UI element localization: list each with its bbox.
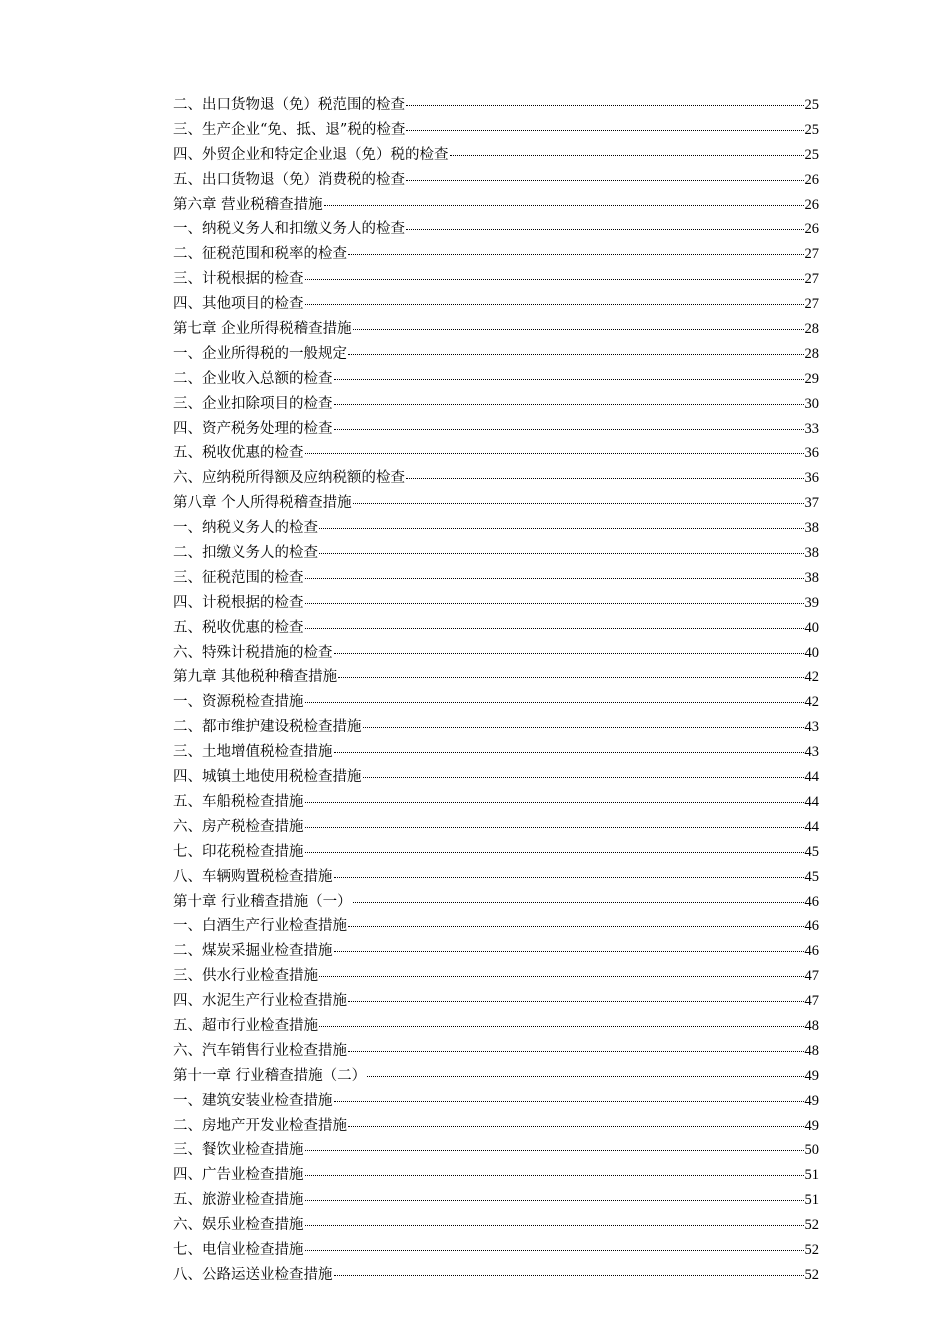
toc-dot-leader xyxy=(305,1250,804,1251)
toc-entry[interactable] xyxy=(173,392,819,417)
toc-entry-page-number: 45 xyxy=(804,868,819,885)
toc-dot-leader xyxy=(334,951,804,952)
toc-entry-title: 三、生产企业“免、抵、退”税的检查 xyxy=(173,121,406,138)
toc-entry-title: 三、企业扣除项目的检查 xyxy=(173,395,333,412)
toc-dot-leader xyxy=(406,105,804,106)
toc-dot-leader xyxy=(334,877,804,878)
toc-entry[interactable] xyxy=(173,740,819,765)
toc-entry-title: 二、扣缴义务人的检查 xyxy=(173,545,318,562)
toc-dot-leader xyxy=(305,453,804,454)
toc-entry-page-number: 27 xyxy=(804,296,819,313)
toc-entry-title: 一、纳税义务人和扣缴义务人的检查 xyxy=(173,221,405,238)
toc-entry-title: 第六章 营业税稽查措施 xyxy=(173,196,323,213)
toc-dot-leader xyxy=(406,180,804,181)
toc-entry-title: 二、房地产开发业检查措施 xyxy=(173,1117,347,1134)
toc-entry-page-number: 39 xyxy=(804,594,819,611)
toc-entry-title: 一、白酒生产行业检查措施 xyxy=(173,918,347,935)
toc-entry-page-number: 25 xyxy=(804,146,819,163)
toc-entry[interactable] xyxy=(173,790,819,815)
toc-entry-title: 六、娱乐业检查措施 xyxy=(173,1217,304,1234)
toc-dot-leader xyxy=(305,1175,804,1176)
toc-entry-title: 二、出口货物退（免）税范围的检查 xyxy=(173,97,405,113)
toc-entry-title: 五、超市行业检查措施 xyxy=(173,1017,318,1034)
toc-entry[interactable] xyxy=(173,1188,819,1213)
toc-entry-page-number: 43 xyxy=(804,744,819,761)
toc-entry-title: 一、企业所得税的一般规定 xyxy=(173,345,347,362)
toc-entry[interactable] xyxy=(173,491,819,516)
toc-entry[interactable] xyxy=(173,292,819,317)
toc-entry-title: 六、特殊计税措施的检查 xyxy=(173,644,333,661)
toc-entry-title: 四、外贸企业和特定企业退（免）税的检查 xyxy=(173,146,449,163)
toc-entry[interactable] xyxy=(173,665,819,690)
toc-dot-leader xyxy=(450,155,804,156)
toc-entry-title: 五、旅游业检查措施 xyxy=(173,1192,304,1209)
toc-entry-title: 三、土地增值税检查措施 xyxy=(173,744,333,761)
toc-entry-page-number: 42 xyxy=(804,669,819,686)
toc-entry[interactable] xyxy=(173,342,819,367)
toc-dot-leader xyxy=(319,553,804,554)
toc-dot-leader xyxy=(353,902,804,903)
toc-entry-title: 七、印花税检查措施 xyxy=(173,843,304,860)
toc-entry-page-number: 38 xyxy=(804,520,819,537)
toc-entry-page-number: 46 xyxy=(804,893,819,910)
toc-entry-title: 一、资源税检查措施 xyxy=(173,694,304,711)
toc-entry[interactable] xyxy=(173,317,819,342)
toc-entry-page-number: 49 xyxy=(804,1067,819,1084)
toc-entry[interactable] xyxy=(173,1263,819,1288)
toc-dot-leader xyxy=(334,1101,804,1102)
toc-entry-page-number: 47 xyxy=(804,968,819,985)
toc-entry[interactable] xyxy=(173,93,819,118)
table-of-contents xyxy=(173,93,819,1288)
toc-entry-page-number: 52 xyxy=(804,1241,819,1258)
toc-entry[interactable] xyxy=(173,242,819,267)
toc-entry[interactable] xyxy=(173,989,819,1014)
toc-entry[interactable] xyxy=(173,541,819,566)
toc-entry-page-number: 44 xyxy=(804,793,819,810)
toc-entry-page-number: 40 xyxy=(804,619,819,636)
toc-dot-leader xyxy=(406,229,804,230)
toc-entry[interactable] xyxy=(173,1213,819,1238)
toc-dot-leader xyxy=(334,379,804,380)
toc-entry-page-number: 42 xyxy=(804,694,819,711)
toc-entry[interactable] xyxy=(173,516,819,541)
toc-entry[interactable] xyxy=(173,765,819,790)
toc-dot-leader xyxy=(348,926,804,927)
toc-entry-page-number: 30 xyxy=(804,395,819,412)
toc-entry-title: 二、煤炭采掘业检查措施 xyxy=(173,943,333,960)
toc-entry-page-number: 26 xyxy=(804,196,819,213)
toc-entry-page-number: 48 xyxy=(804,1017,819,1034)
toc-dot-leader xyxy=(406,130,803,131)
toc-entry-title: 七、电信业检查措施 xyxy=(173,1241,304,1258)
toc-entry-title: 第八章 个人所得税稽查措施 xyxy=(173,495,352,512)
toc-dot-leader xyxy=(305,852,804,853)
toc-dot-leader xyxy=(348,1126,804,1127)
toc-dot-leader xyxy=(305,702,804,703)
toc-entry[interactable] xyxy=(173,865,819,890)
toc-entry-page-number: 52 xyxy=(804,1217,819,1234)
toc-entry-page-number: 40 xyxy=(804,644,819,661)
toc-entry[interactable] xyxy=(173,914,819,939)
toc-entry-title: 第七章 企业所得税稽查措施 xyxy=(173,321,352,338)
toc-dot-leader xyxy=(305,1200,804,1201)
toc-entry-title: 二、都市维护建设税检查措施 xyxy=(173,719,362,736)
toc-entry-title: 三、征税范围的检查 xyxy=(173,569,304,586)
toc-dot-leader xyxy=(305,1150,804,1151)
toc-entry[interactable] xyxy=(173,466,819,491)
toc-entry-page-number: 37 xyxy=(804,495,819,512)
toc-entry-title: 三、餐饮业检查措施 xyxy=(173,1142,304,1159)
toc-entry-title: 六、房产税检查措施 xyxy=(173,818,304,835)
toc-dot-leader xyxy=(338,677,803,678)
toc-dot-leader xyxy=(348,354,804,355)
toc-entry-page-number: 49 xyxy=(804,1117,819,1134)
toc-dot-leader xyxy=(319,976,804,977)
toc-entry-title: 第十章 行业稽查措施（一） xyxy=(173,893,352,910)
toc-entry[interactable] xyxy=(173,441,819,466)
toc-entry-page-number: 52 xyxy=(804,1266,819,1283)
toc-entry-title: 四、水泥生产行业检查措施 xyxy=(173,993,347,1010)
toc-entry[interactable] xyxy=(173,1238,819,1263)
toc-dot-leader xyxy=(319,1026,804,1027)
toc-dot-leader xyxy=(334,1275,804,1276)
toc-entry[interactable] xyxy=(173,267,819,292)
toc-dot-leader xyxy=(305,827,804,828)
toc-entry-title: 四、其他项目的检查 xyxy=(173,296,304,313)
toc-dot-leader xyxy=(353,503,804,504)
toc-dot-leader xyxy=(319,528,804,529)
toc-dot-leader xyxy=(334,653,804,654)
toc-entry[interactable] xyxy=(173,641,819,666)
toc-entry-page-number: 46 xyxy=(804,943,819,960)
toc-dot-leader xyxy=(363,727,804,728)
toc-entry-page-number: 28 xyxy=(804,345,819,362)
toc-entry-page-number: 36 xyxy=(804,445,819,462)
toc-entry-page-number: 46 xyxy=(804,918,819,935)
toc-dot-leader xyxy=(334,752,804,753)
toc-entry[interactable] xyxy=(173,840,819,865)
toc-entry-title: 五、税收优惠的检查 xyxy=(173,445,304,462)
toc-entry-title: 四、广告业检查措施 xyxy=(173,1167,304,1184)
toc-entry-title: 八、车辆购置税检查措施 xyxy=(173,868,333,885)
toc-entry-title: 六、应纳税所得额及应纳税额的检查 xyxy=(173,470,405,487)
toc-dot-leader xyxy=(406,478,804,479)
toc-entry-title: 五、车船税检查措施 xyxy=(173,793,304,810)
toc-entry[interactable] xyxy=(173,1163,819,1188)
toc-entry[interactable] xyxy=(173,964,819,989)
toc-entry[interactable] xyxy=(173,1064,819,1089)
toc-entry[interactable] xyxy=(173,1014,819,1039)
toc-entry-page-number: 29 xyxy=(804,370,819,387)
toc-entry-title: 八、公路运送业检查措施 xyxy=(173,1266,333,1283)
toc-entry-page-number: 25 xyxy=(804,97,819,113)
toc-entry-page-number: 51 xyxy=(804,1192,819,1209)
toc-dot-leader xyxy=(363,777,804,778)
toc-entry-title: 一、纳税义务人的检查 xyxy=(173,520,318,537)
toc-entry[interactable] xyxy=(173,890,819,915)
toc-entry-page-number: 27 xyxy=(804,271,819,288)
toc-dot-leader xyxy=(334,429,804,430)
toc-dot-leader xyxy=(348,1001,804,1002)
toc-entry[interactable] xyxy=(173,690,819,715)
toc-dot-leader xyxy=(305,578,804,579)
toc-entry-page-number: 47 xyxy=(804,993,819,1010)
toc-entry-title: 四、计税根据的检查 xyxy=(173,594,304,611)
toc-dot-leader xyxy=(367,1076,803,1077)
toc-entry-page-number: 38 xyxy=(804,569,819,586)
toc-entry-page-number: 26 xyxy=(804,171,819,188)
toc-entry-title: 二、企业收入总额的检查 xyxy=(173,370,333,387)
toc-entry-page-number: 26 xyxy=(804,221,819,238)
toc-dot-leader xyxy=(305,279,804,280)
toc-entry-title: 一、建筑安装业检查措施 xyxy=(173,1092,333,1109)
toc-dot-leader xyxy=(353,329,804,330)
toc-entry[interactable] xyxy=(173,1089,819,1114)
toc-entry-title: 三、计税根据的检查 xyxy=(173,271,304,288)
toc-dot-leader xyxy=(348,1051,804,1052)
toc-dot-leader xyxy=(334,404,804,405)
toc-entry-page-number: 44 xyxy=(804,769,819,786)
toc-entry[interactable] xyxy=(173,715,819,740)
toc-entry[interactable] xyxy=(173,566,819,591)
toc-entry-title: 六、汽车销售行业检查措施 xyxy=(173,1042,347,1059)
toc-entry-page-number: 51 xyxy=(804,1167,819,1184)
toc-entry-page-number: 33 xyxy=(804,420,819,437)
toc-entry[interactable] xyxy=(173,417,819,442)
toc-entry[interactable] xyxy=(173,367,819,392)
toc-entry-title: 第九章 其他税种稽查措施 xyxy=(173,669,338,686)
toc-entry[interactable] xyxy=(173,1114,819,1139)
toc-entry-title: 第十一章 行业稽查措施（二） xyxy=(173,1067,367,1084)
toc-entry-page-number: 43 xyxy=(804,719,819,736)
toc-entry-title: 五、出口货物退（免）消费税的检查 xyxy=(173,171,405,188)
toc-entry[interactable] xyxy=(173,217,819,242)
toc-dot-leader xyxy=(305,802,804,803)
toc-dot-leader xyxy=(305,628,804,629)
toc-entry-title: 三、供水行业检查措施 xyxy=(173,968,318,985)
toc-entry[interactable] xyxy=(173,1039,819,1064)
toc-entry-title: 二、征税范围和税率的检查 xyxy=(173,246,347,263)
toc-entry-title: 四、资产税务处理的检查 xyxy=(173,420,333,437)
toc-entry[interactable] xyxy=(173,168,819,193)
toc-entry-page-number: 38 xyxy=(804,545,819,562)
toc-entry[interactable] xyxy=(173,1138,819,1163)
toc-entry-page-number: 28 xyxy=(804,321,819,338)
toc-entry[interactable] xyxy=(173,815,819,840)
toc-entry-page-number: 36 xyxy=(804,470,819,487)
toc-dot-leader xyxy=(324,205,804,206)
toc-dot-leader xyxy=(305,603,804,604)
toc-entry-page-number: 48 xyxy=(804,1042,819,1059)
toc-entry[interactable] xyxy=(173,193,819,218)
toc-entry-page-number: 49 xyxy=(804,1092,819,1109)
toc-entry[interactable] xyxy=(173,616,819,641)
toc-entry-page-number: 27 xyxy=(804,246,819,263)
toc-entry-page-number: 45 xyxy=(804,843,819,860)
toc-entry-title: 五、税收优惠的检查 xyxy=(173,619,304,636)
toc-dot-leader xyxy=(305,304,804,305)
toc-entry-title: 四、城镇土地使用税检查措施 xyxy=(173,769,362,786)
toc-dot-leader xyxy=(348,254,804,255)
toc-entry-page-number: 50 xyxy=(804,1142,819,1159)
toc-dot-leader xyxy=(305,1225,804,1226)
toc-entry-page-number: 25 xyxy=(804,121,819,138)
toc-entry-page-number: 44 xyxy=(804,818,819,835)
toc-entry[interactable] xyxy=(173,143,819,168)
toc-entry[interactable] xyxy=(173,591,819,616)
toc-entry[interactable] xyxy=(173,939,819,964)
toc-entry[interactable] xyxy=(173,118,819,143)
